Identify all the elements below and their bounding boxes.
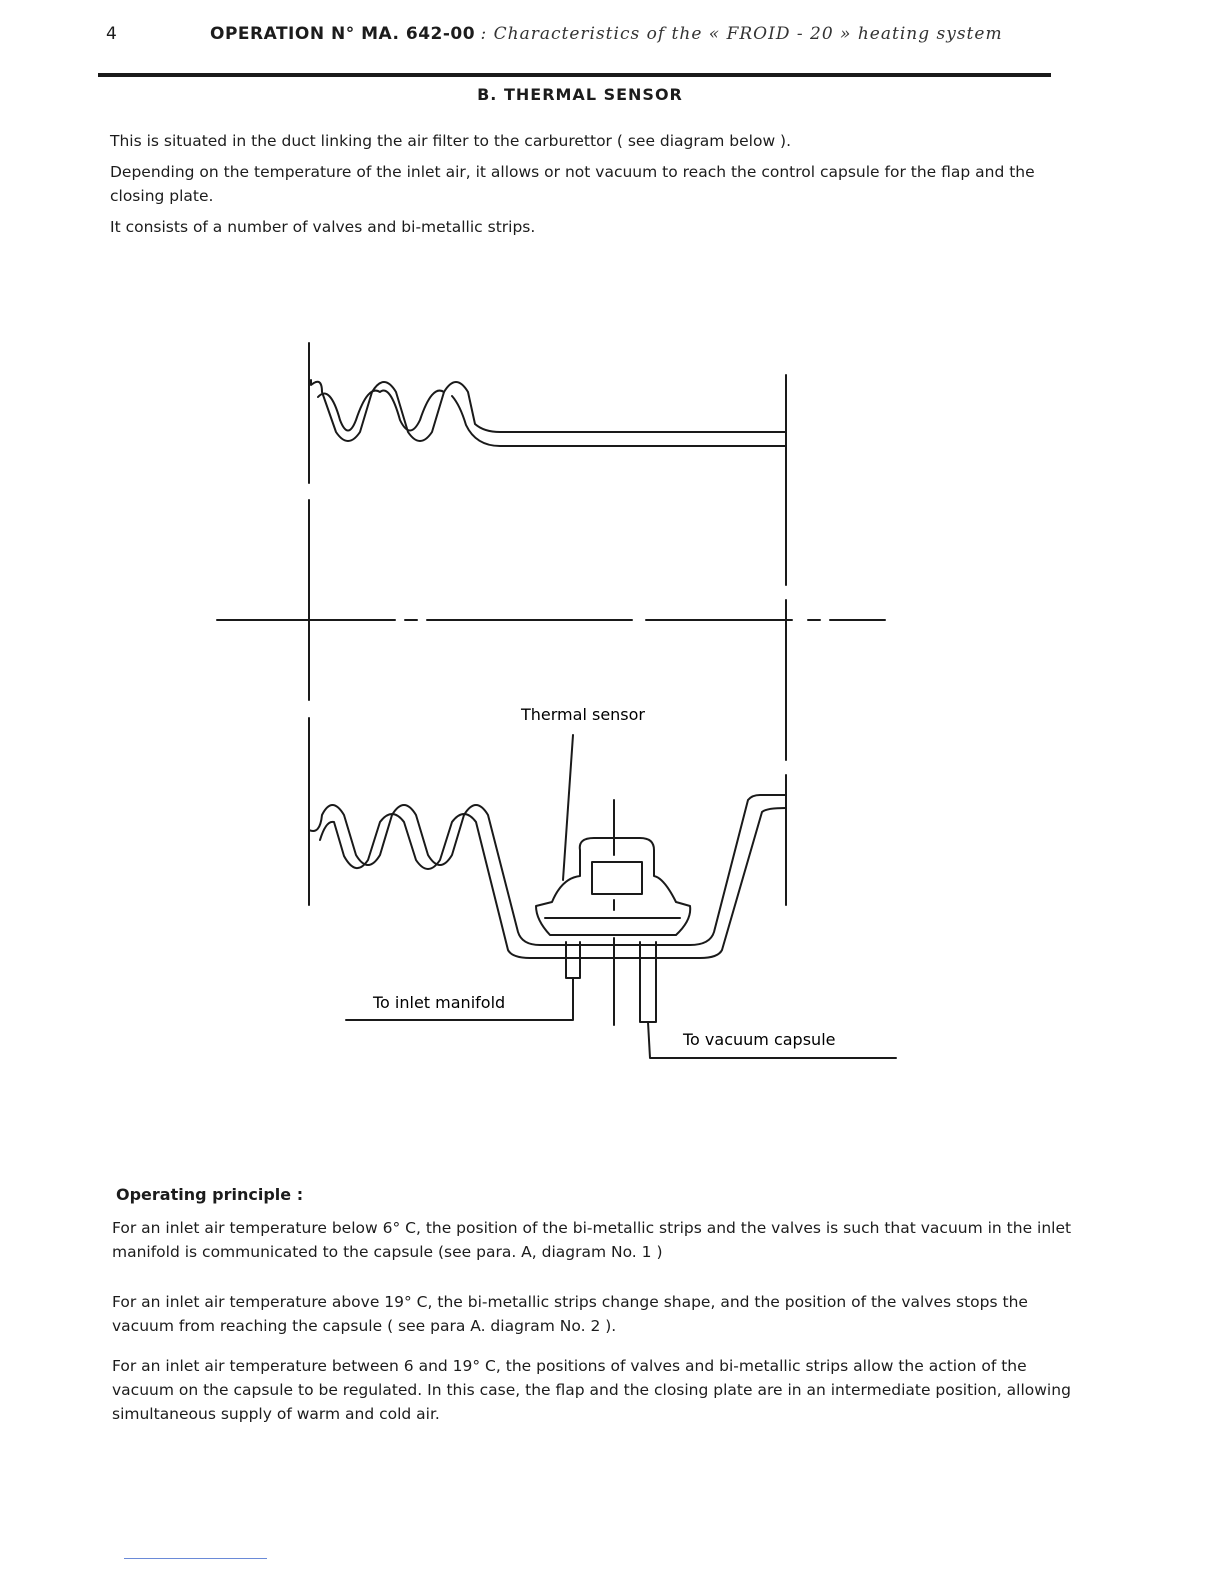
operation-number: OPERATION N° MA. 642-00 bbox=[210, 24, 476, 44]
intro-paragraph-function: Depending on the temperature of the inlet air, it allows or not vacuum to reach the control capsule for the flap and the closing plate. bbox=[110, 163, 1035, 205]
vacuum-capsule-label: To vacuum capsule bbox=[683, 1030, 836, 1049]
principle-between: For an inlet air temperature between 6 and 19° C, the positions of valves and bi-metallic strips allow the action of the vacuum on the capsule to be regulated. In this case, the flap and the closing plate are in an intermediate position, allowing simultaneous supply of warm and cold air. bbox=[112, 1357, 1071, 1423]
section-title: B. THERMAL SENSOR bbox=[477, 85, 683, 104]
thermal-sensor-leader bbox=[563, 735, 573, 880]
intro-paragraph-location: This is situated in the duct linking the air filter to the carburettor ( see diagram below ). bbox=[110, 132, 792, 150]
thermal-sensor-label: Thermal sensor bbox=[521, 705, 645, 724]
page-number: 4 bbox=[106, 24, 117, 44]
sensor-bimetal-block bbox=[592, 862, 642, 894]
lower-bellows-outer bbox=[309, 795, 786, 945]
upper-bellows-inner bbox=[318, 391, 786, 446]
header-subtitle: : Characteristics of the « FROID - 20 » heating system bbox=[480, 24, 1003, 44]
inlet-manifold-port bbox=[566, 942, 580, 978]
principle-above-19: For an inlet air temperature above 19° C, the bi-metallic strips change shape, and the position of the valves stops the vacuum from reaching the capsule ( see para A. diagram No. 2 ). bbox=[112, 1293, 1028, 1335]
footer-mark bbox=[124, 1558, 267, 1559]
vacuum-capsule-port bbox=[640, 942, 656, 1022]
principle-below-6: For an inlet air temperature below 6° C, the position of the bi-metallic strips and the valves is such that vacuum in the inlet manifold is communicated to the capsule (see para. A, diagram No. 1 ) bbox=[112, 1219, 1072, 1261]
inlet-manifold-label: To inlet manifold bbox=[373, 993, 506, 1012]
upper-bellows-outer bbox=[311, 380, 786, 441]
intro-paragraph-composition: It consists of a number of valves and bi-metallic strips. bbox=[110, 218, 536, 236]
operating-principle-title: Operating principle : bbox=[116, 1185, 304, 1204]
